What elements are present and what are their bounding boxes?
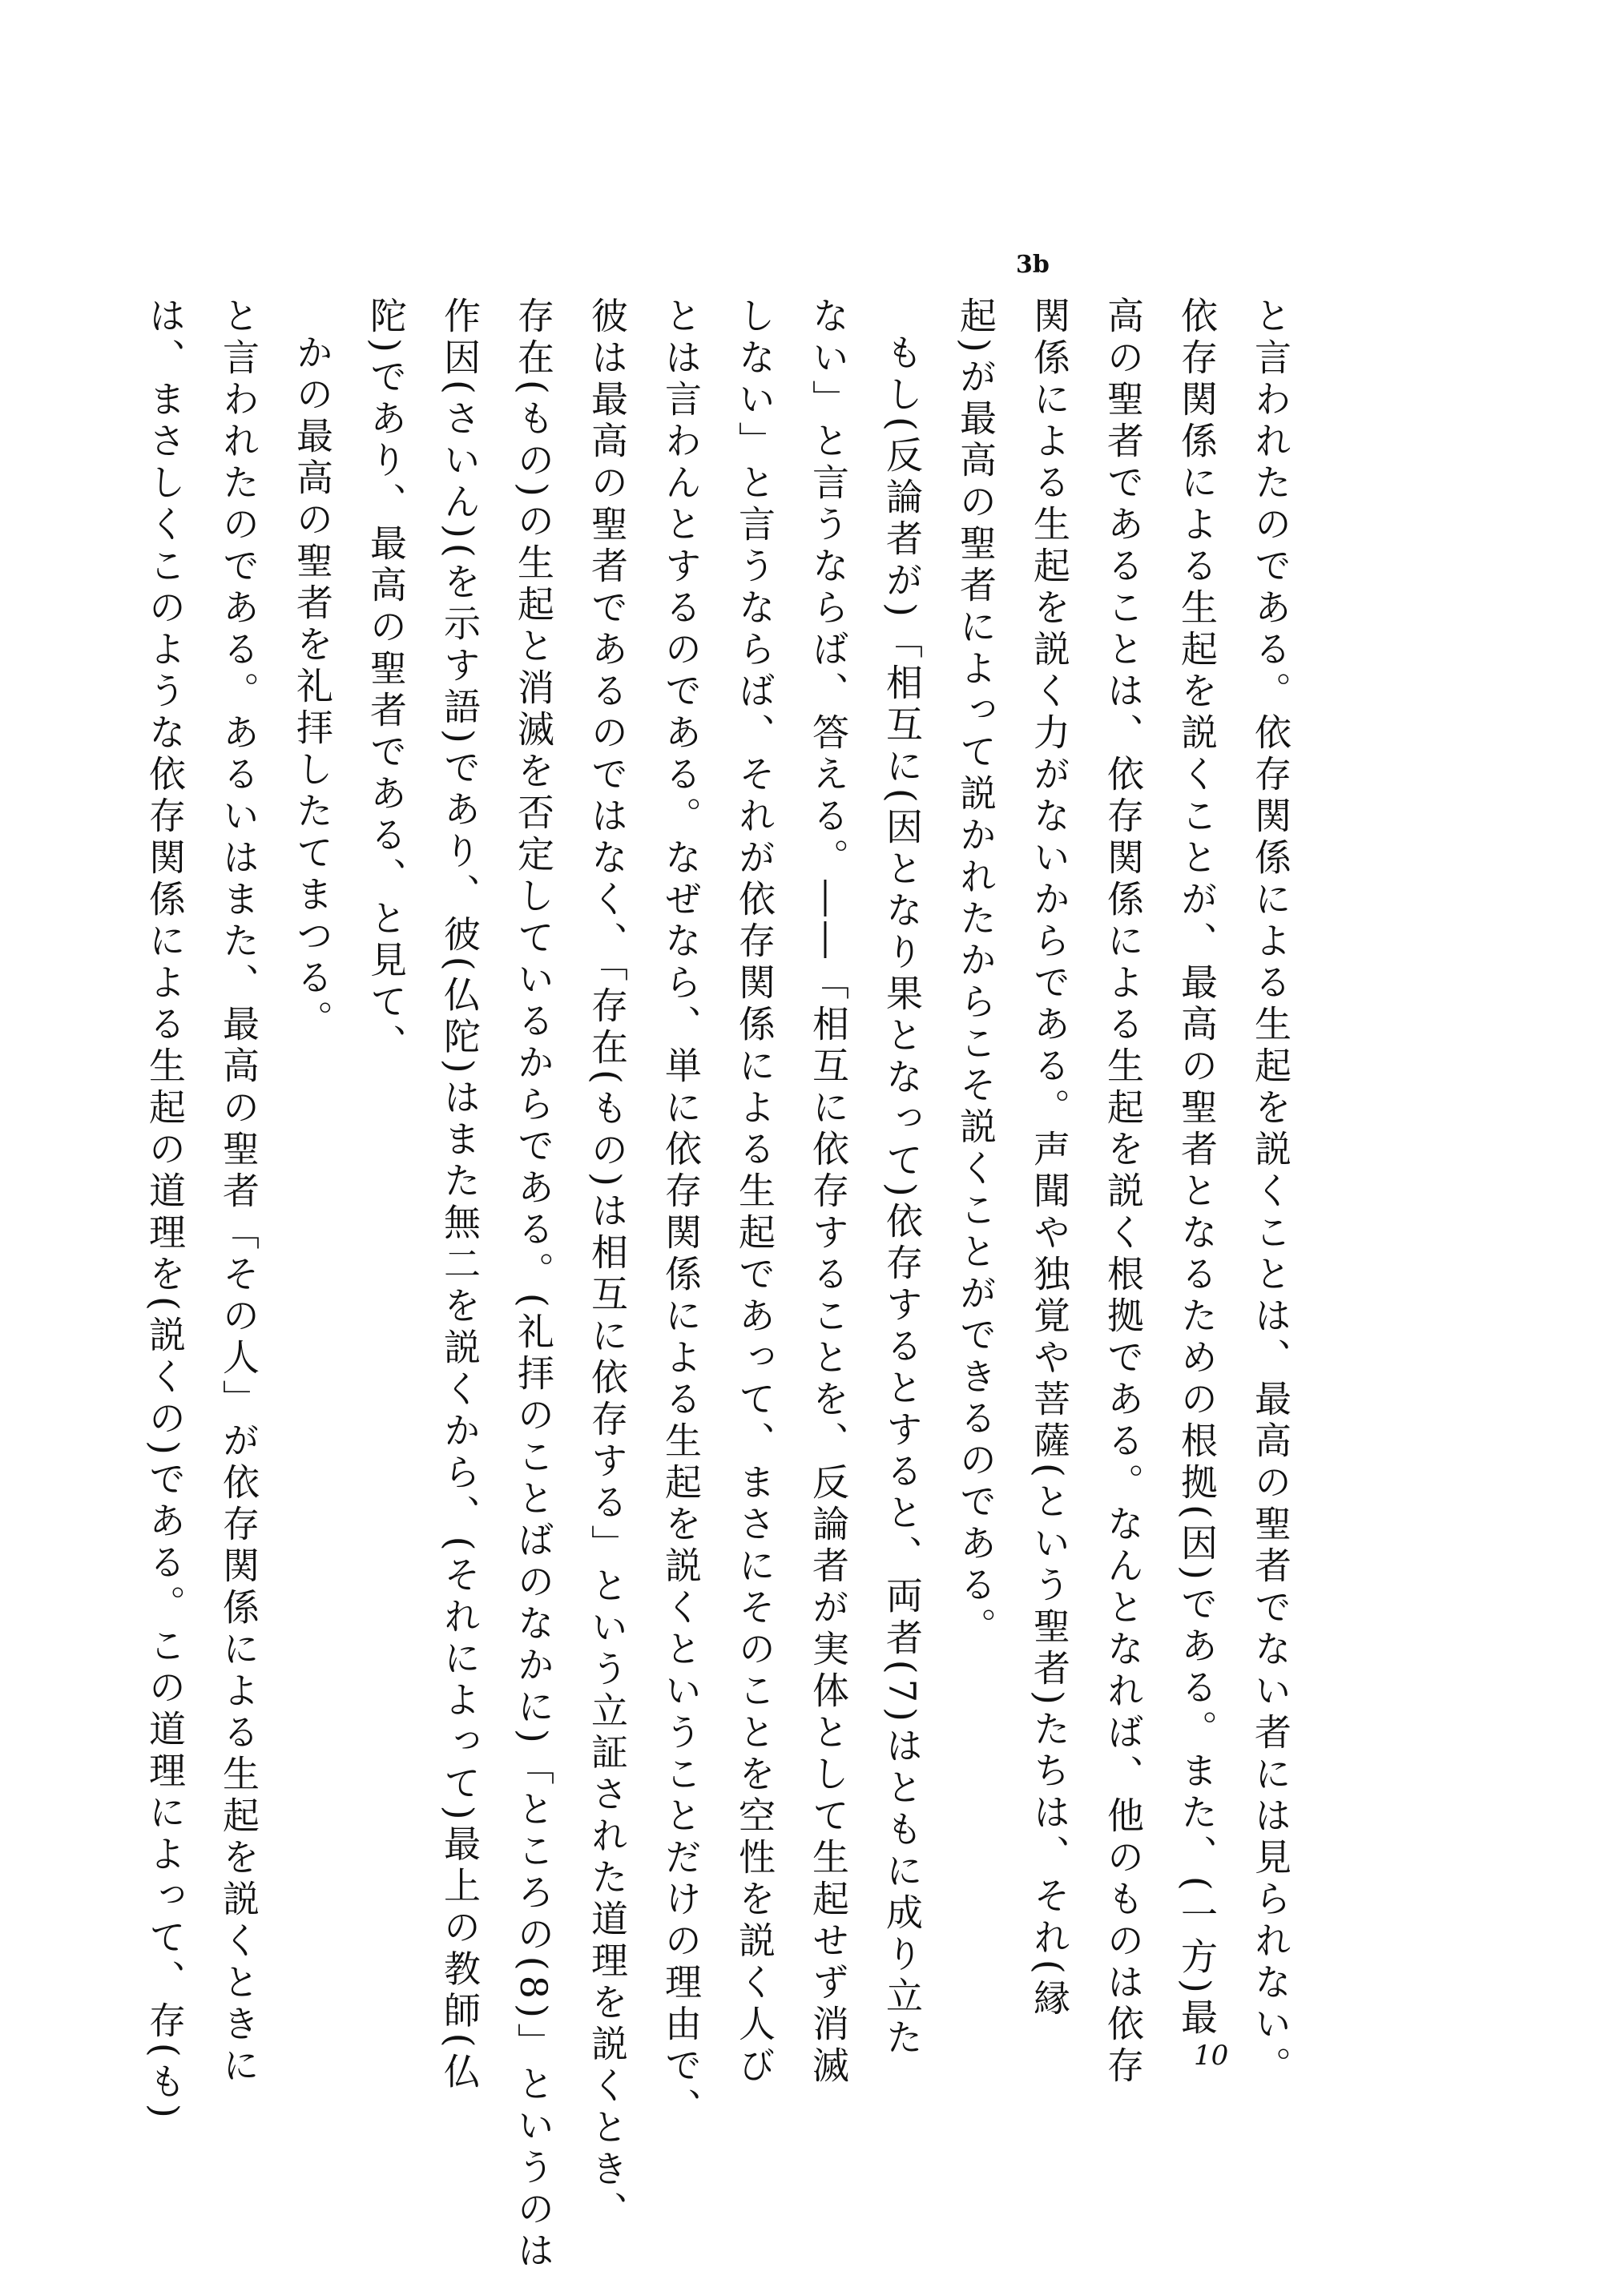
text-column-8: しない」と言うならば、それが依存関係による生起であって、まさにそのことを空性を説く人び	[733, 296, 776, 2088]
text-column-2: 依存関係による生起を説くことが、最高の聖者となるための根拠(因)である。また、(一方)最	[1175, 296, 1219, 2040]
text-column-14: かの最高の聖者を礼拝したてまつる。	[291, 333, 334, 1041]
text-column-9: とは言わんとするのである。なぜなら、単に依存関係による生起を説くということだけの理由で、	[659, 296, 703, 2129]
text-column-5: 起)が最高の聖者によって説かれたからこそ説くことができるのである。	[954, 296, 997, 1649]
page-number: 10	[1194, 2040, 1229, 2072]
text-column-7: ない」と言うならば、答える。――「相互に依存することを、反論者が実体として生起せず消滅	[807, 296, 850, 2088]
text-column-6: もし(反論者が)「相互に(因となり果となって)依存するとすると、両者(7)はともに成り立た	[881, 333, 924, 2060]
text-column-12: 作因(さいん)(を示す語)であり、彼(仏陀)はまた無二を説くから、(それによって)最上の教師(仏	[438, 296, 482, 2094]
text-column-13: 陀)であり、最高の聖者である、と見て、	[365, 296, 408, 1065]
text-column-15: と言われたのである。あるいはまた、最高の聖者「その人」が依存関係による生起を説くときに	[217, 296, 260, 2088]
text-column-1: と言われたのである。依存関係による生起を説くことは、最高の聖者でない者には見られない。	[1249, 296, 1292, 2088]
text-column-3: 高の聖者であることは、依存関係による生起を説く根拠である。なんとなれば、他のものは依存	[1102, 296, 1145, 2088]
text-column-16: は、まさしくこのような依存関係による生起の道理を(説くの)である。この道理によって、存(も)	[143, 296, 187, 2123]
text-column-10: 彼は最高の聖者であるのではなく、「存在(もの)は相互に依存する」という立証された道理を説くとき、	[586, 296, 629, 2233]
text-column-4: 関係による生起を説く力がないからである。声聞や独覚や菩薩(という聖者)たちは、それ(縁	[1028, 296, 1071, 2020]
text-column-11: 存在(もの)の生起と消滅を否定しているからである。(礼拝のことばのなかに)「ところの(8)」というのは	[512, 296, 555, 2273]
marginal-label: 3b	[1016, 251, 1050, 279]
